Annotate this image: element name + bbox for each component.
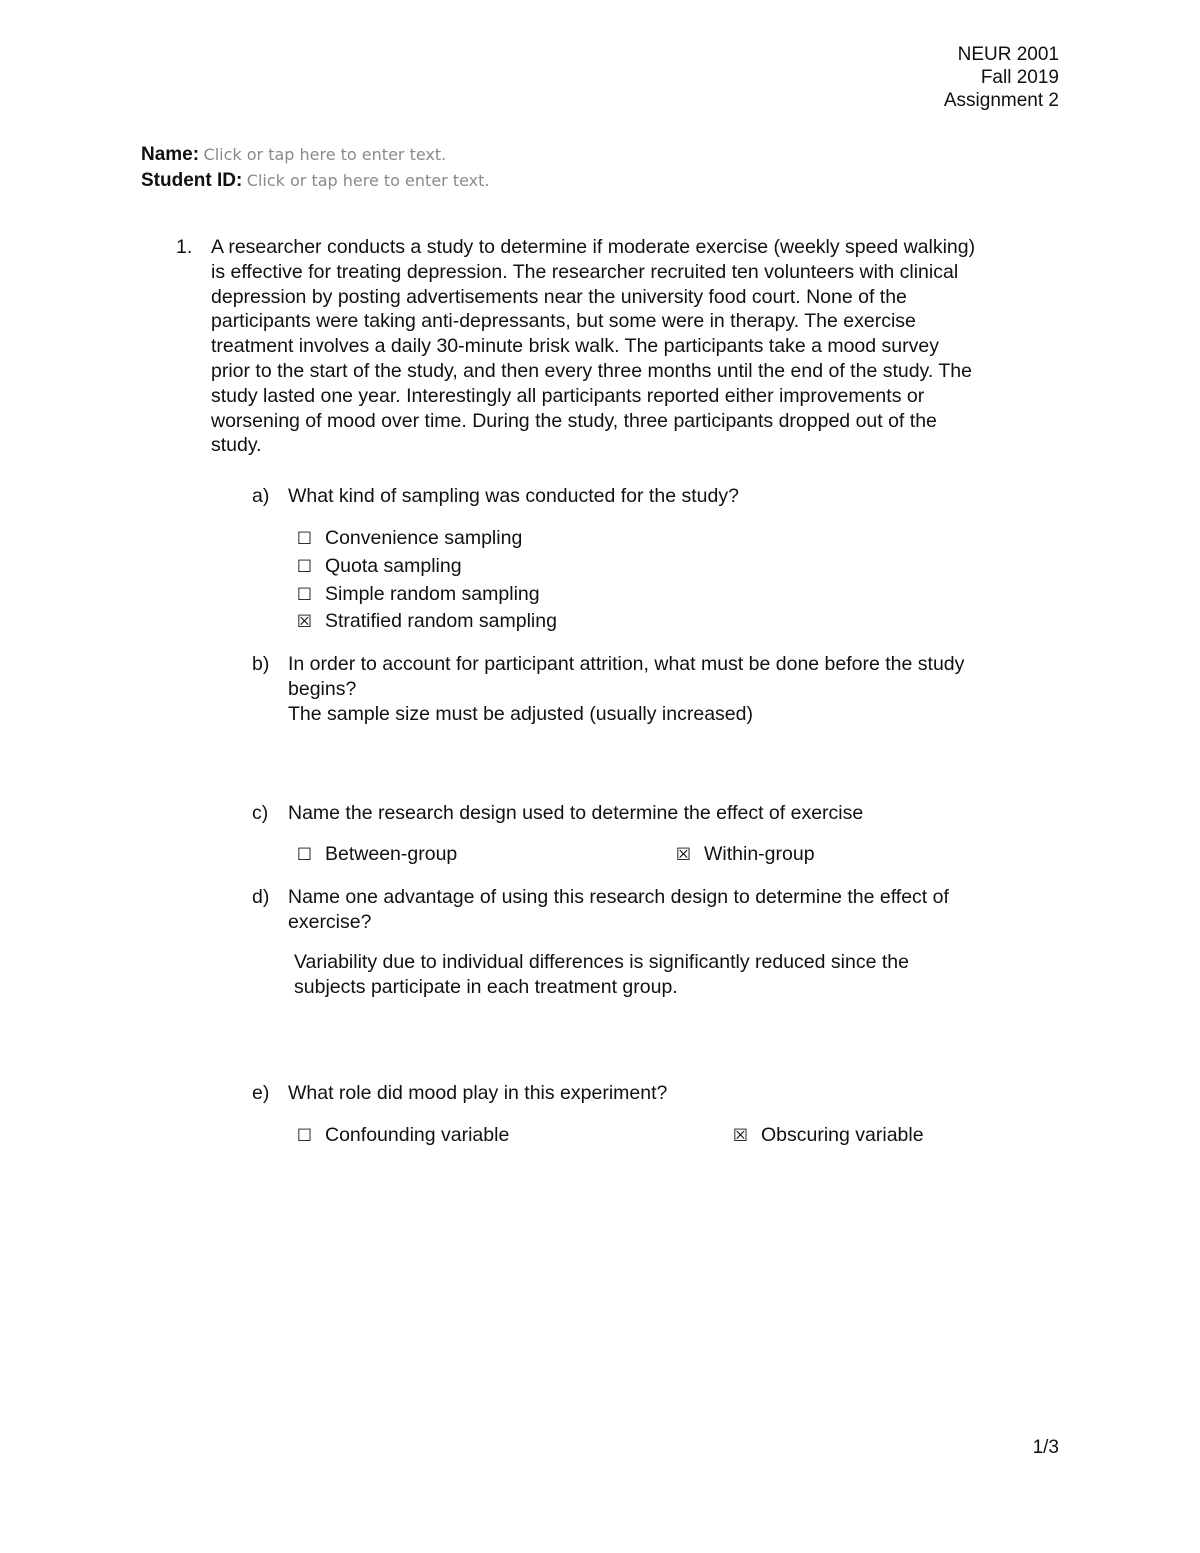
part-b-question-line: In order to account for participant attrition, what must be done before the study xyxy=(288,653,965,675)
part-d-text xyxy=(288,885,949,935)
option-label: Convenience sampling xyxy=(325,527,523,549)
part-e-letter: e) xyxy=(252,1082,270,1104)
part-d-answer[interactable] xyxy=(294,950,909,1000)
part-d-answer-line: Variability due to individual differences is significantly reduced since the xyxy=(294,951,909,973)
option-label: Stratified random sampling xyxy=(325,610,557,632)
part-b-letter: b) xyxy=(252,653,270,675)
question-line: is effective for treating depression. The researcher recruited ten volunteers with clinical xyxy=(211,260,959,283)
course-code: NEUR 2001 xyxy=(957,44,1059,65)
checkbox-unchecked-icon[interactable]: ☐ xyxy=(296,557,313,577)
checkbox-unchecked-icon[interactable]: ☐ xyxy=(296,845,313,865)
part-b-answer[interactable]: The sample size must be adjusted (usually increased) xyxy=(288,702,753,725)
part-b-text xyxy=(288,652,964,726)
part-d-question-line: Name one advantage of using this research design to determine the effect of xyxy=(288,886,949,908)
question-line: prior to the start of the study, and then every three months until the end of the study. The xyxy=(211,359,972,382)
option-label: Between-group xyxy=(325,843,458,865)
checkbox-unchecked-icon[interactable]: ☐ xyxy=(296,1126,313,1146)
part-a-letter: a) xyxy=(252,485,270,507)
question-line: A researcher conducts a study to determine if moderate exercise (weekly speed walking) xyxy=(211,236,976,258)
option-convenience-sampling[interactable] xyxy=(296,526,522,551)
question-line: participants were taking anti-depressants, but some were in therapy. The exercise xyxy=(211,310,916,333)
option-label: Quota sampling xyxy=(325,555,462,577)
option-stratified-random-sampling[interactable] xyxy=(296,609,557,634)
checkbox-unchecked-icon[interactable]: ☐ xyxy=(296,585,313,605)
student-id-input[interactable]: Click or tap here to enter text. xyxy=(246,171,490,190)
question-line: worsening of mood over time. During the study, three participants dropped out of the xyxy=(211,409,937,432)
option-obscuring-variable[interactable] xyxy=(732,1123,924,1148)
option-label: Obscuring variable xyxy=(761,1124,924,1146)
part-d-answer-line: subjects participate in each treatment group. xyxy=(294,975,678,998)
question-1-text xyxy=(211,235,975,458)
option-confounding-variable[interactable] xyxy=(296,1123,509,1148)
student-id-label: Student ID: xyxy=(141,170,243,191)
question-line: study. xyxy=(211,434,262,457)
option-label: Within-group xyxy=(704,843,815,865)
part-d-letter: d) xyxy=(252,886,270,908)
checkbox-checked-icon[interactable]: ☒ xyxy=(675,845,692,865)
name-input[interactable]: Click or tap here to enter text. xyxy=(203,145,447,164)
option-quota-sampling[interactable] xyxy=(296,554,462,579)
term: Fall 2019 xyxy=(980,67,1059,88)
assignment-title: Assignment 2 xyxy=(943,90,1059,111)
part-c-question: Name the research design used to determine the effect of exercise xyxy=(288,802,864,824)
question-line: depression by posting advertisements near the university food court. None of the xyxy=(211,285,907,308)
question-number: 1. xyxy=(176,236,193,258)
question-line: study lasted one year. Interestingly all participants reported either improvements or xyxy=(211,384,925,407)
checkbox-checked-icon[interactable]: ☒ xyxy=(732,1126,749,1146)
page-number: 1/3 xyxy=(1032,1437,1059,1458)
checkbox-checked-icon[interactable]: ☒ xyxy=(296,612,313,632)
part-e-question: What role did mood play in this experiment? xyxy=(288,1082,668,1104)
option-simple-random-sampling[interactable] xyxy=(296,582,540,607)
option-label: Simple random sampling xyxy=(325,583,540,605)
option-within-group[interactable] xyxy=(675,842,815,867)
question-line: treatment involves a daily 30-minute brisk walk. The participants take a mood survey xyxy=(211,335,939,358)
option-label: Confounding variable xyxy=(325,1124,510,1146)
name-field-row xyxy=(141,144,446,166)
part-d-question-line: exercise? xyxy=(288,910,372,933)
student-id-field-row xyxy=(141,170,489,192)
checkbox-unchecked-icon[interactable]: ☐ xyxy=(296,529,313,549)
option-between-group[interactable] xyxy=(296,842,457,867)
part-c-letter: c) xyxy=(252,802,269,824)
part-b-question-line: begins? xyxy=(288,677,357,700)
part-a-question: What kind of sampling was conducted for the study? xyxy=(288,485,739,507)
name-label: Name: xyxy=(141,144,200,165)
